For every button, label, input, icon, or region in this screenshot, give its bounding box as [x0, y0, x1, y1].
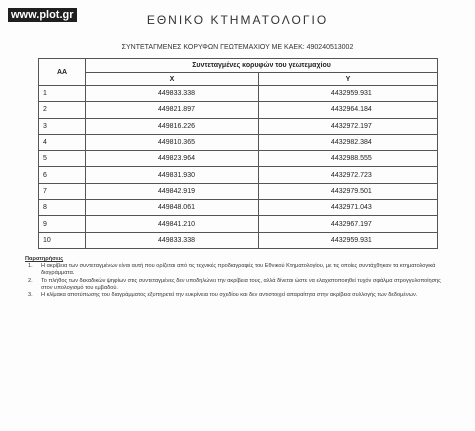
x-value: 449842.919 [86, 183, 259, 199]
note-text: Η ακρίβεια των συντεταγμένων είναι αυτή που ορίζεται από τις τεχνικές προδιαγραφές του Εθνικού Κτηματολογίου, με τις οποίες συντάχθηκαν τα κτηματολογικά διαγράμματα. [41, 263, 436, 277]
column-header-x: Χ [86, 73, 259, 86]
table-row [39, 86, 438, 102]
note-item [25, 278, 445, 292]
x-value: 449848.061 [86, 200, 259, 216]
page-subtitle: ΣΥΝΤΕΤΑΓΜΕΝΕΣ ΚΟΡΥΦΩΝ ΓΕΩΤΕΜΑΧΙΟΥ ΜΕ ΚΑΕΚ: 490240513002 [121, 44, 354, 51]
table-row [39, 200, 438, 216]
table-row [39, 118, 438, 134]
row-number: 8 [39, 200, 86, 216]
row-number: 7 [39, 183, 86, 199]
row-number: 10 [39, 232, 86, 248]
table-row [39, 183, 438, 199]
row-number: 9 [39, 216, 86, 232]
note-number: 3. [28, 292, 33, 299]
row-number: 5 [39, 151, 86, 167]
coordinates-table [38, 58, 438, 249]
y-value: 4432959.931 [258, 232, 437, 248]
row-number: 3 [39, 118, 86, 134]
coordinates-table-body [39, 86, 438, 249]
row-number: 4 [39, 134, 86, 150]
table-row [39, 167, 438, 183]
table-row [39, 216, 438, 232]
row-number: 1 [39, 86, 86, 102]
table-row [39, 134, 438, 150]
notes-section [25, 256, 445, 299]
row-number: 2 [39, 102, 86, 118]
coordinates-group-header: Συντεταγμένες κορυφών του γεωτεμαχίου [86, 59, 438, 73]
page-title: ΕΘΝΙΚΟ ΚΤΗΜΑΤΟΛΟΓΙΟ [146, 13, 329, 27]
table-row [39, 151, 438, 167]
y-value: 4432972.197 [258, 118, 437, 134]
x-value: 449841.210 [86, 216, 259, 232]
note-number: 2. [28, 277, 33, 284]
x-value: 449810.365 [86, 134, 259, 150]
note-text: Το πλήθος των δεκαδικών ψηφίων στις συντεταγμένες δεν υποδηλώνει την ακρίβεια τους, αλλά δίνεται ώστε να ελαχιστοποιηθεί τυχόν σφάλμα στρογγυλοποίησης στον υπολογισμό του εμβαδού. [41, 277, 441, 291]
row-number: 6 [39, 167, 86, 183]
y-value: 4432979.501 [258, 183, 437, 199]
x-value: 449821.897 [86, 102, 259, 118]
column-header-aa: ΑΑ [39, 59, 86, 86]
notes-heading: Παρατηρήσεις [25, 256, 64, 262]
note-number: 1. [28, 263, 33, 270]
y-value: 4432971.043 [258, 200, 437, 216]
y-value: 4432964.184 [258, 102, 437, 118]
x-value: 449833.338 [86, 232, 259, 248]
y-value: 4432982.384 [258, 134, 437, 150]
y-value: 4432972.723 [258, 167, 437, 183]
site-watermark: www.plot.gr [8, 8, 77, 22]
y-value: 4432959.931 [258, 86, 437, 102]
x-value: 449831.930 [86, 167, 259, 183]
x-value: 449823.964 [86, 151, 259, 167]
y-value: 4432988.555 [258, 151, 437, 167]
note-text: Η κλίμακα αποτύπωσης του διαγράμματος εξυπηρετεί την ευκρίνεια του σχεδίου και δεν αντιστοιχεί απαραίτητα στην ακρίβεια συλλογής των δεδομένων. [41, 292, 418, 299]
column-header-y: Υ [258, 73, 437, 86]
y-value: 4432967.197 [258, 216, 437, 232]
x-value: 449833.338 [86, 86, 259, 102]
table-row [39, 232, 438, 248]
x-value: 449816.226 [86, 118, 259, 134]
note-item [25, 263, 445, 277]
table-row [39, 102, 438, 118]
note-item [25, 292, 445, 299]
